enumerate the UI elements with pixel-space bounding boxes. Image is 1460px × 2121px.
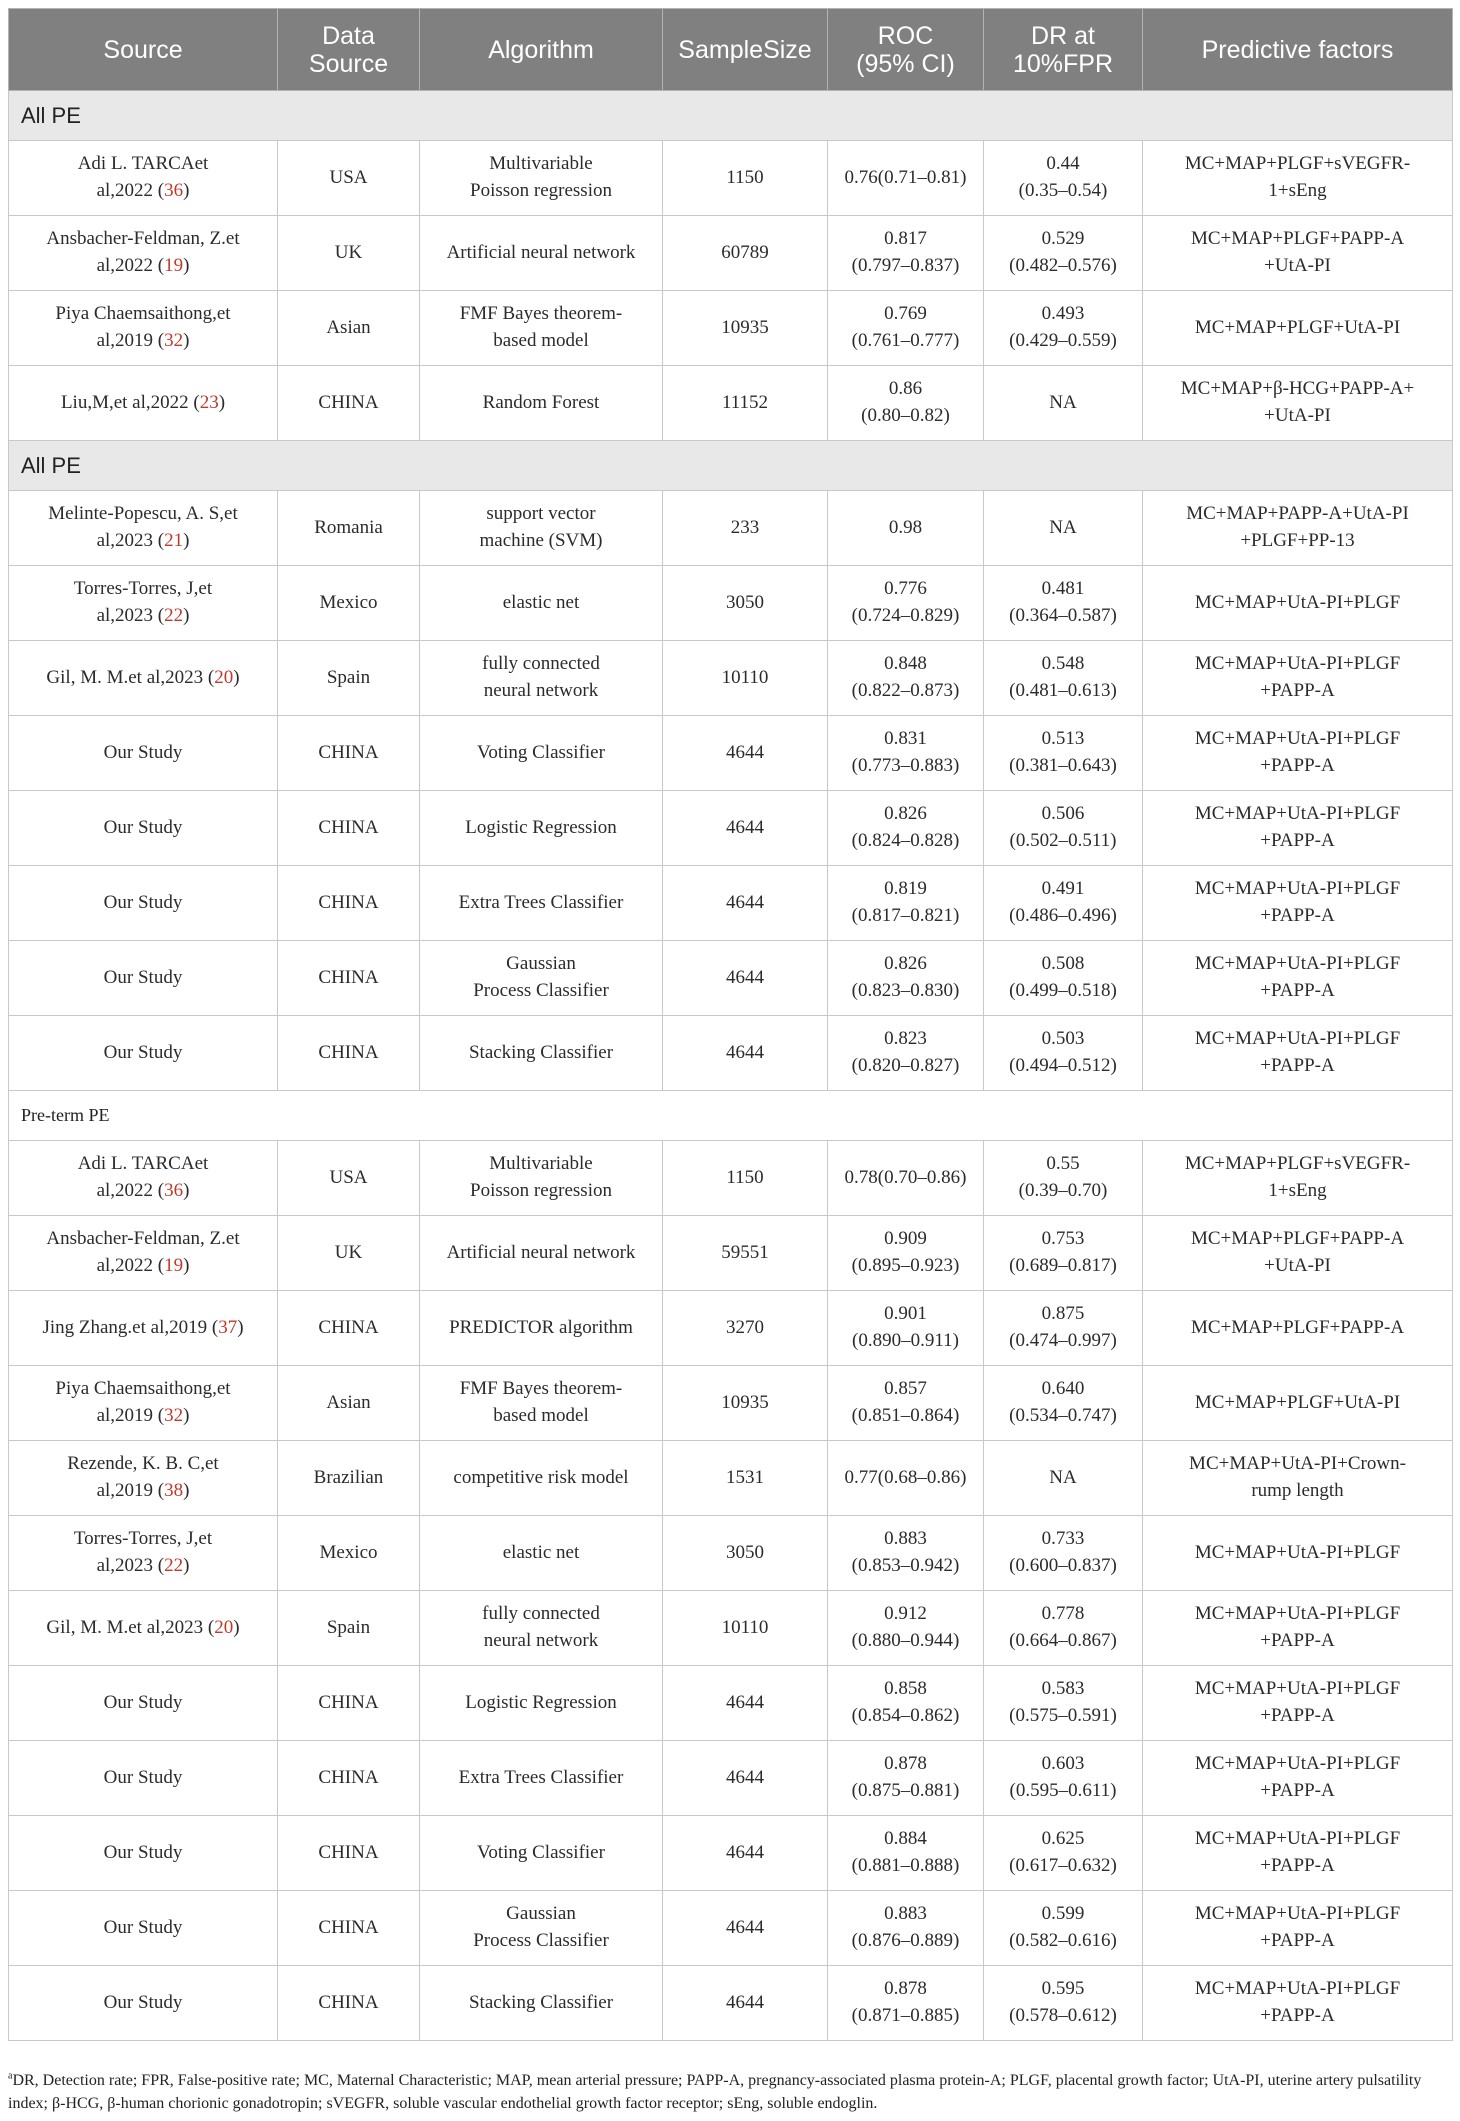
cell-predictive-factors: MC+MAP+UtA-PI+PLGF +PAPP-A <box>1143 641 1453 716</box>
cell-algorithm: fully connected neural network <box>420 641 663 716</box>
reference-link[interactable]: 20 <box>214 1616 234 1638</box>
cell-data-source: USA <box>278 141 420 216</box>
cell-predictive-factors: MC+MAP+UtA-PI+PLGF +PAPP-A <box>1143 1591 1453 1666</box>
header-sample-size: SampleSize <box>663 9 828 91</box>
cell-predictive-factors: MC+MAP+UtA-PI+PLGF +PAPP-A <box>1143 791 1453 866</box>
source-close: ) <box>237 1316 244 1338</box>
reference-link[interactable]: 21 <box>164 530 184 551</box>
cell-source <box>9 1366 278 1441</box>
source-close: ) <box>183 1555 190 1576</box>
cell-source <box>9 866 278 941</box>
cell-algorithm: Artificial neural network <box>420 216 663 291</box>
cell-algorithm: Extra Trees Classifier <box>420 866 663 941</box>
cell-data-source: CHINA <box>278 366 420 441</box>
cell-dr: 0.491 (0.486–0.496) <box>984 866 1143 941</box>
reference-link[interactable]: 36 <box>164 1180 184 1201</box>
table-row <box>9 566 1453 641</box>
source-close: ) <box>183 530 190 551</box>
source-author: Our Study <box>103 891 183 913</box>
cell-dr: 0.778 (0.664–0.867) <box>984 1591 1143 1666</box>
cell-dr: 0.599 (0.582–0.616) <box>984 1891 1143 1966</box>
cell-predictive-factors: MC+MAP+UtA-PI+PLGF +PAPP-A <box>1143 1666 1453 1741</box>
cell-predictive-factors: MC+MAP+PLGF+UtA-PI <box>1143 1366 1453 1441</box>
cell-predictive-factors: MC+MAP+UtA-PI+PLGF +PAPP-A <box>1143 1016 1453 1091</box>
source-close: ) <box>183 1255 190 1276</box>
cell-sample-size: 59551 <box>663 1216 828 1291</box>
source-close: ) <box>183 1480 190 1501</box>
cell-sample-size: 1150 <box>663 141 828 216</box>
cell-dr: 0.493 (0.429–0.559) <box>984 291 1143 366</box>
source-close: ) <box>183 1180 190 1201</box>
comparison-table-container <box>8 8 1452 2041</box>
cell-source <box>9 1291 278 1366</box>
cell-dr: 0.603 (0.595–0.611) <box>984 1741 1143 1816</box>
cell-sample-size: 60789 <box>663 216 828 291</box>
cell-data-source: Mexico <box>278 566 420 641</box>
cell-sample-size: 10110 <box>663 641 828 716</box>
cell-data-source: UK <box>278 216 420 291</box>
cell-dr: NA <box>984 366 1143 441</box>
cell-algorithm: Gaussian Process Classifier <box>420 1891 663 1966</box>
cell-algorithm: Logistic Regression <box>420 791 663 866</box>
source-author: Our Study <box>103 1841 183 1863</box>
cell-source <box>9 791 278 866</box>
cell-algorithm: FMF Bayes theorem- based model <box>420 291 663 366</box>
cell-dr: 0.753 (0.689–0.817) <box>984 1216 1143 1291</box>
cell-sample-size: 4644 <box>663 1966 828 2041</box>
cell-roc: 0.909 (0.895–0.923) <box>828 1216 984 1291</box>
cell-data-source: CHINA <box>278 1666 420 1741</box>
cell-dr: 0.548 (0.481–0.613) <box>984 641 1143 716</box>
cell-algorithm: competitive risk model <box>420 1441 663 1516</box>
cell-dr: 0.529 (0.482–0.576) <box>984 216 1143 291</box>
cell-dr: 0.508 (0.499–0.518) <box>984 941 1143 1016</box>
header-data-source: Data Source <box>278 9 420 91</box>
cell-source <box>9 716 278 791</box>
table-row <box>9 1016 1453 1091</box>
cell-dr: 0.875 (0.474–0.997) <box>984 1291 1143 1366</box>
cell-predictive-factors: MC+MAP+PLGF+PAPP-A +UtA-PI <box>1143 1216 1453 1291</box>
source-author: Gil, M. M.et al,2023 ( <box>46 1616 215 1638</box>
cell-roc: 0.76(0.71–0.81) <box>828 141 984 216</box>
cell-source <box>9 1666 278 1741</box>
cell-roc: 0.86 (0.80–0.82) <box>828 366 984 441</box>
cell-predictive-factors: MC+MAP+UtA-PI+PLGF +PAPP-A <box>1143 716 1453 791</box>
cell-sample-size: 4644 <box>663 941 828 1016</box>
cell-dr: 0.55 (0.39–0.70) <box>984 1141 1143 1216</box>
cell-data-source: Asian <box>278 291 420 366</box>
section-label-pre-term-pe: Pre-term PE <box>9 1091 1453 1141</box>
cell-algorithm: Multivariable Poisson regression <box>420 141 663 216</box>
cell-algorithm: Stacking Classifier <box>420 1966 663 2041</box>
reference-link[interactable]: 19 <box>164 255 184 276</box>
header-source: Source <box>9 9 278 91</box>
source-close: ) <box>218 391 226 413</box>
cell-predictive-factors: MC+MAP+PLGF+PAPP-A <box>1143 1291 1453 1366</box>
cell-sample-size: 4644 <box>663 866 828 941</box>
reference-link[interactable]: 37 <box>218 1316 238 1338</box>
cell-algorithm: Logistic Regression <box>420 1666 663 1741</box>
cell-data-source: Spain <box>278 641 420 716</box>
cell-source <box>9 491 278 566</box>
cell-data-source: Romania <box>278 491 420 566</box>
source-close: ) <box>183 180 190 201</box>
source-author: Melinte-Popescu, A. S,et al,2023 ( <box>48 503 238 551</box>
cell-source <box>9 1966 278 2041</box>
cell-sample-size: 3050 <box>663 1516 828 1591</box>
cell-sample-size: 4644 <box>663 716 828 791</box>
cell-data-source: Asian <box>278 1366 420 1441</box>
section-row <box>9 1091 1453 1141</box>
cell-roc: 0.817 (0.797–0.837) <box>828 216 984 291</box>
cell-source <box>9 1016 278 1091</box>
cell-algorithm: Random Forest <box>420 366 663 441</box>
cell-source <box>9 1816 278 1891</box>
table-row <box>9 141 1453 216</box>
cell-roc: 0.823 (0.820–0.827) <box>828 1016 984 1091</box>
source-author: Jing Zhang.et al,2019 ( <box>42 1316 219 1338</box>
source-author: Torres-Torres, J,et al,2023 ( <box>73 1528 213 1576</box>
cell-sample-size: 4644 <box>663 1816 828 1891</box>
source-author: Our Study <box>103 966 183 988</box>
source-author: Ansbacher-Feldman, Z.et al,2022 ( <box>46 1228 240 1276</box>
section-row <box>9 441 1453 491</box>
cell-dr: 0.506 (0.502–0.511) <box>984 791 1143 866</box>
table-row <box>9 1516 1453 1591</box>
source-author: Adi L. TARCAet al,2022 ( <box>77 1153 209 1201</box>
table-row <box>9 1141 1453 1216</box>
table-row <box>9 1216 1453 1291</box>
source-author: Our Study <box>103 816 183 838</box>
cell-sample-size: 11152 <box>663 366 828 441</box>
cell-sample-size: 1531 <box>663 1441 828 1516</box>
cell-algorithm: support vector machine (SVM) <box>420 491 663 566</box>
footnote <box>8 2069 1452 2115</box>
cell-roc: 0.819 (0.817–0.821) <box>828 866 984 941</box>
source-author: Ansbacher-Feldman, Z.et al,2022 ( <box>46 228 240 276</box>
cell-source <box>9 1516 278 1591</box>
cell-source <box>9 1141 278 1216</box>
source-author: Our Study <box>103 1991 183 2013</box>
cell-predictive-factors: MC+MAP+UtA-PI+PLGF +PAPP-A <box>1143 1891 1453 1966</box>
cell-roc: 0.98 <box>828 491 984 566</box>
cell-roc: 0.831 (0.773–0.883) <box>828 716 984 791</box>
cell-source <box>9 1216 278 1291</box>
cell-predictive-factors: MC+MAP+UtA-PI+PLGF <box>1143 1516 1453 1591</box>
source-author: Our Study <box>103 1916 183 1938</box>
cell-data-source: CHINA <box>278 866 420 941</box>
cell-source <box>9 291 278 366</box>
table-row <box>9 291 1453 366</box>
cell-sample-size: 4644 <box>663 1741 828 1816</box>
table-row <box>9 366 1453 441</box>
cell-data-source: UK <box>278 1216 420 1291</box>
cell-source <box>9 1891 278 1966</box>
source-author: Gil, M. M.et al,2023 ( <box>46 666 215 688</box>
cell-data-source: Spain <box>278 1591 420 1666</box>
cell-dr: 0.733 (0.600–0.837) <box>984 1516 1143 1591</box>
cell-roc: 0.857 (0.851–0.864) <box>828 1366 984 1441</box>
reference-link[interactable]: 22 <box>164 1555 184 1576</box>
cell-roc: 0.769 (0.761–0.777) <box>828 291 984 366</box>
source-close: ) <box>183 330 190 351</box>
cell-predictive-factors: MC+MAP+PLGF+PAPP-A +UtA-PI <box>1143 216 1453 291</box>
source-close: ) <box>233 666 240 688</box>
cell-data-source: Mexico <box>278 1516 420 1591</box>
cell-source <box>9 141 278 216</box>
cell-dr: 0.481 (0.364–0.587) <box>984 566 1143 641</box>
source-author: Rezende, K. B. C,et al,2019 ( <box>67 1453 219 1501</box>
table-row <box>9 1441 1453 1516</box>
cell-predictive-factors: MC+MAP+PAPP-A+UtA-PI +PLGF+PP-13 <box>1143 491 1453 566</box>
cell-source <box>9 366 278 441</box>
cell-predictive-factors: MC+MAP+UtA-PI+PLGF +PAPP-A <box>1143 1741 1453 1816</box>
reference-link[interactable]: 38 <box>164 1480 184 1501</box>
footnote-text: DR, Detection rate; FPR, False-positive rate; MC, Maternal Characteristic; MAP, mean arterial pressure; PAPP-A, pregnancy-associated plasma protein-A; PLGF, placental growth factor; UtA-PI, uterine artery pulsatility index; β-HCG, β-human chorionic gonadotropin; sVEGFR, soluble vascular endothelial growth factor receptor; sEng, soluble endoglin. <box>8 2072 1422 2112</box>
cell-sample-size: 4644 <box>663 791 828 866</box>
comparison-table <box>8 8 1453 2041</box>
header-row <box>9 9 1453 91</box>
cell-data-source: CHINA <box>278 1291 420 1366</box>
source-author: Our Study <box>103 1691 183 1713</box>
cell-predictive-factors: MC+MAP+UtA-PI+PLGF +PAPP-A <box>1143 866 1453 941</box>
cell-predictive-factors: MC+MAP+PLGF+UtA-PI <box>1143 291 1453 366</box>
cell-data-source: Brazilian <box>278 1441 420 1516</box>
table-row <box>9 1741 1453 1816</box>
cell-source <box>9 566 278 641</box>
cell-roc: 0.78(0.70–0.86) <box>828 1141 984 1216</box>
header-predictive-factors: Predictive factors <box>1143 9 1453 91</box>
cell-dr: NA <box>984 1441 1143 1516</box>
source-close: ) <box>183 605 190 626</box>
reference-link[interactable]: 32 <box>164 330 184 351</box>
cell-data-source: CHINA <box>278 1891 420 1966</box>
cell-data-source: CHINA <box>278 1816 420 1891</box>
cell-predictive-factors: MC+MAP+PLGF+sVEGFR- 1+sEng <box>1143 141 1453 216</box>
footnote-mark: a <box>8 2070 13 2082</box>
cell-algorithm: FMF Bayes theorem- based model <box>420 1366 663 1441</box>
cell-roc: 0.77(0.68–0.86) <box>828 1441 984 1516</box>
cell-sample-size: 10110 <box>663 1591 828 1666</box>
cell-dr: 0.625 (0.617–0.632) <box>984 1816 1143 1891</box>
table-row <box>9 1891 1453 1966</box>
cell-algorithm: Multivariable Poisson regression <box>420 1141 663 1216</box>
cell-data-source: CHINA <box>278 1016 420 1091</box>
table-row <box>9 1666 1453 1741</box>
cell-roc: 0.883 (0.853–0.942) <box>828 1516 984 1591</box>
table-row <box>9 716 1453 791</box>
cell-dr: 0.640 (0.534–0.747) <box>984 1366 1143 1441</box>
cell-sample-size: 4644 <box>663 1891 828 1966</box>
header-dr: DR at 10%FPR <box>984 9 1143 91</box>
cell-roc: 0.883 (0.876–0.889) <box>828 1891 984 1966</box>
source-close: ) <box>183 1405 190 1426</box>
cell-data-source: CHINA <box>278 716 420 791</box>
cell-source <box>9 1441 278 1516</box>
reference-link[interactable]: 20 <box>214 666 234 688</box>
table-row <box>9 1816 1453 1891</box>
cell-sample-size: 233 <box>663 491 828 566</box>
cell-dr: NA <box>984 491 1143 566</box>
cell-roc: 0.912 (0.880–0.944) <box>828 1591 984 1666</box>
source-author: Torres-Torres, J,et al,2023 ( <box>73 578 213 626</box>
reference-link[interactable]: 22 <box>164 605 184 626</box>
table-row <box>9 1591 1453 1666</box>
cell-predictive-factors: MC+MAP+UtA-PI+Crown- rump length <box>1143 1441 1453 1516</box>
cell-algorithm: elastic net <box>420 566 663 641</box>
cell-algorithm: elastic net <box>420 1516 663 1591</box>
reference-link[interactable]: 36 <box>164 180 184 201</box>
cell-source <box>9 1591 278 1666</box>
reference-link[interactable]: 23 <box>199 391 219 413</box>
cell-algorithm: Voting Classifier <box>420 716 663 791</box>
table-body <box>9 91 1453 2041</box>
cell-source <box>9 1741 278 1816</box>
cell-data-source: CHINA <box>278 941 420 1016</box>
cell-data-source: USA <box>278 1141 420 1216</box>
table-row <box>9 791 1453 866</box>
cell-roc: 0.901 (0.890–0.911) <box>828 1291 984 1366</box>
cell-data-source: CHINA <box>278 1966 420 2041</box>
cell-roc: 0.878 (0.875–0.881) <box>828 1741 984 1816</box>
cell-sample-size: 4644 <box>663 1016 828 1091</box>
source-author: Our Study <box>103 1766 183 1788</box>
table-row <box>9 1366 1453 1441</box>
table-row <box>9 216 1453 291</box>
cell-sample-size: 10935 <box>663 1366 828 1441</box>
cell-data-source: CHINA <box>278 791 420 866</box>
source-close: ) <box>233 1616 240 1638</box>
cell-roc: 0.848 (0.822–0.873) <box>828 641 984 716</box>
cell-sample-size: 1150 <box>663 1141 828 1216</box>
cell-source <box>9 216 278 291</box>
cell-predictive-factors: MC+MAP+PLGF+sVEGFR- 1+sEng <box>1143 1141 1453 1216</box>
source-author: Piya Chaemsaithong,et al,2019 ( <box>55 1378 231 1426</box>
cell-algorithm: Artificial neural network <box>420 1216 663 1291</box>
cell-predictive-factors: MC+MAP+UtA-PI+PLGF +PAPP-A <box>1143 941 1453 1016</box>
cell-dr: 0.44 (0.35–0.54) <box>984 141 1143 216</box>
header-algorithm: Algorithm <box>420 9 663 91</box>
table-row <box>9 491 1453 566</box>
table-header <box>9 9 1453 91</box>
table-row <box>9 641 1453 716</box>
cell-predictive-factors: MC+MAP+β-HCG+PAPP-A+ +UtA-PI <box>1143 366 1453 441</box>
source-author: Adi L. TARCAet al,2022 ( <box>77 153 209 201</box>
source-author: Liu,M,et al,2022 ( <box>60 391 200 413</box>
source-author: Our Study <box>103 741 183 763</box>
cell-dr: 0.513 (0.381–0.643) <box>984 716 1143 791</box>
cell-predictive-factors: MC+MAP+UtA-PI+PLGF +PAPP-A <box>1143 1966 1453 2041</box>
source-author: Our Study <box>103 1041 183 1063</box>
table-row <box>9 941 1453 1016</box>
cell-roc: 0.826 (0.823–0.830) <box>828 941 984 1016</box>
cell-data-source: CHINA <box>278 1741 420 1816</box>
table-row <box>9 1291 1453 1366</box>
cell-source <box>9 641 278 716</box>
cell-algorithm: Stacking Classifier <box>420 1016 663 1091</box>
cell-algorithm: PREDICTOR algorithm <box>420 1291 663 1366</box>
cell-predictive-factors: MC+MAP+UtA-PI+PLGF +PAPP-A <box>1143 1816 1453 1891</box>
table-row <box>9 1966 1453 2041</box>
cell-sample-size: 3050 <box>663 566 828 641</box>
header-roc: ROC (95% CI) <box>828 9 984 91</box>
cell-dr: 0.503 (0.494–0.512) <box>984 1016 1143 1091</box>
source-author: Piya Chaemsaithong,et al,2019 ( <box>55 303 231 351</box>
section-label-all-pe: All PE <box>9 441 1453 491</box>
cell-dr: 0.595 (0.578–0.612) <box>984 1966 1143 2041</box>
cell-algorithm: fully connected neural network <box>420 1591 663 1666</box>
cell-source <box>9 941 278 1016</box>
cell-algorithm: Extra Trees Classifier <box>420 1741 663 1816</box>
source-close: ) <box>183 255 190 276</box>
cell-sample-size: 10935 <box>663 291 828 366</box>
cell-dr: 0.583 (0.575–0.591) <box>984 1666 1143 1741</box>
cell-roc: 0.884 (0.881–0.888) <box>828 1816 984 1891</box>
cell-roc: 0.858 (0.854–0.862) <box>828 1666 984 1741</box>
cell-sample-size: 3270 <box>663 1291 828 1366</box>
cell-algorithm: Voting Classifier <box>420 1816 663 1891</box>
cell-sample-size: 4644 <box>663 1666 828 1741</box>
reference-link[interactable]: 19 <box>164 1255 184 1276</box>
cell-predictive-factors: MC+MAP+UtA-PI+PLGF <box>1143 566 1453 641</box>
section-row <box>9 91 1453 141</box>
table-row <box>9 866 1453 941</box>
reference-link[interactable]: 32 <box>164 1405 184 1426</box>
section-label-all-pe: All PE <box>9 91 1453 141</box>
cell-roc: 0.776 (0.724–0.829) <box>828 566 984 641</box>
cell-roc: 0.826 (0.824–0.828) <box>828 791 984 866</box>
cell-roc: 0.878 (0.871–0.885) <box>828 1966 984 2041</box>
cell-algorithm: Gaussian Process Classifier <box>420 941 663 1016</box>
